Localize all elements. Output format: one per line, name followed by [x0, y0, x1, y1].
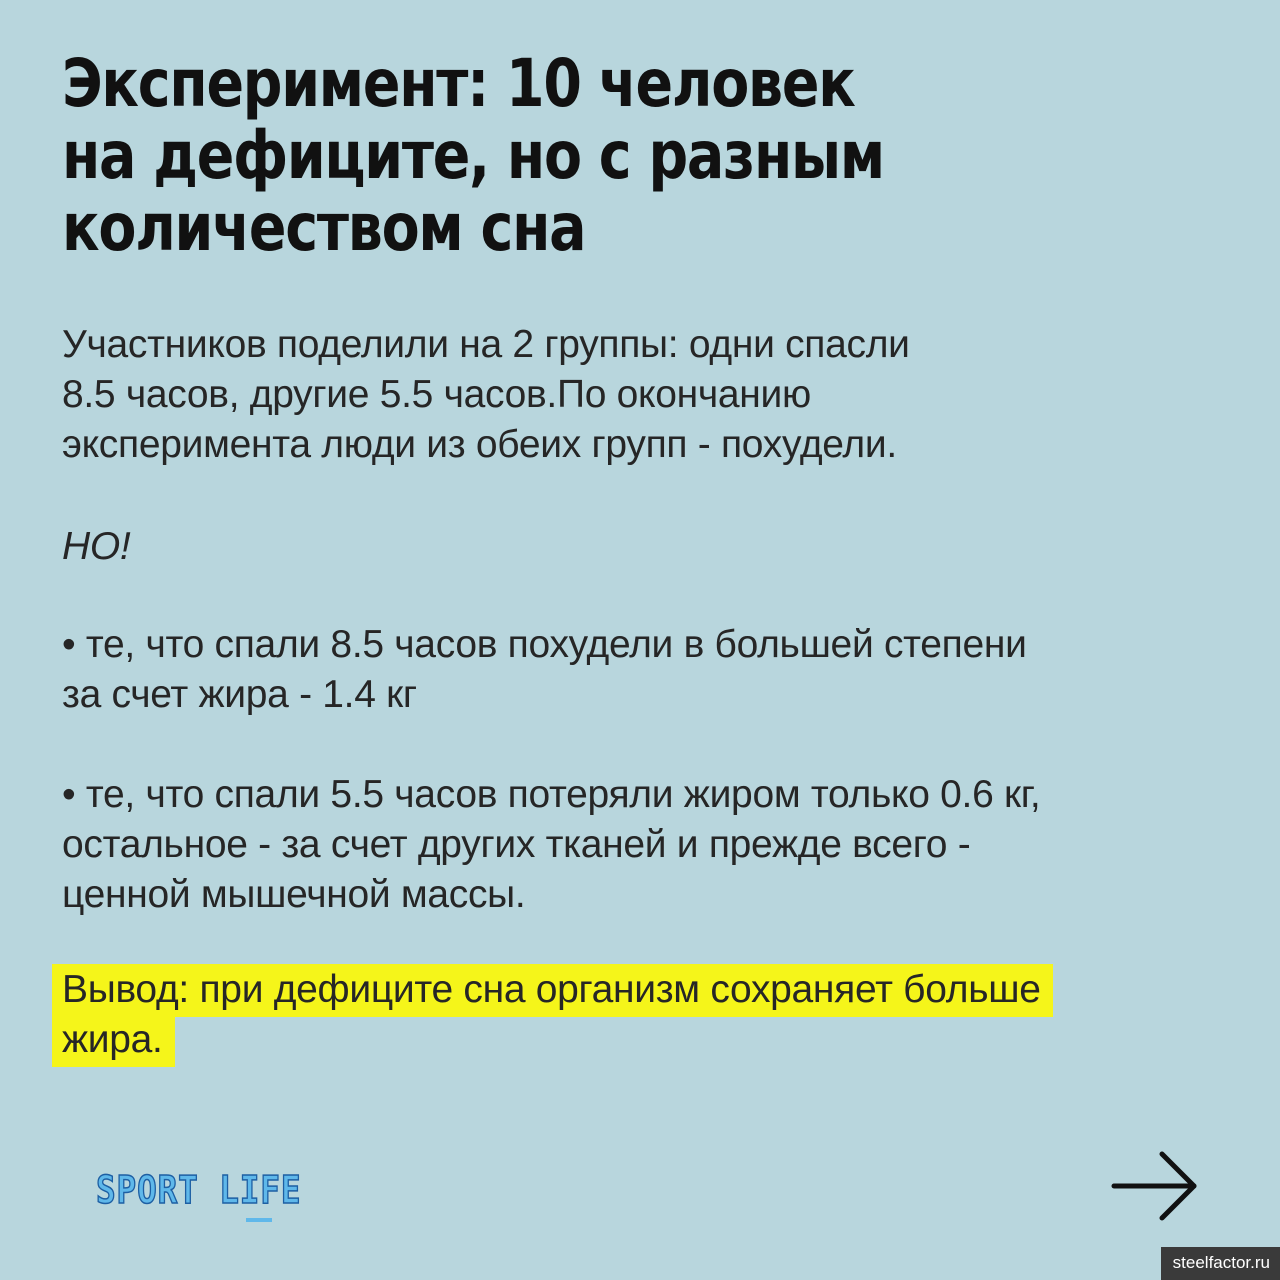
arrow-right-icon[interactable] — [1108, 1150, 1200, 1222]
sport-life-logo — [60, 1160, 366, 1220]
conclusion-line-2: жира. — [52, 1014, 175, 1067]
arrow-right-icon-graphic — [1108, 1150, 1200, 1222]
bullet-item-1 — [62, 620, 1222, 720]
bullet2-line-1: • те, что спали 5.5 часов потеряли жиром только 0.6 кг, — [62, 773, 1041, 816]
bullet2-line-3: ценной мышечной массы. — [62, 873, 526, 916]
bullet2-line-2: остальное - за счет других тканей и прежде всего - — [62, 823, 971, 866]
page-title — [62, 45, 986, 266]
watermark: steelfactor.ru — [1161, 1247, 1280, 1280]
logo-text: SPORT LIFE — [96, 1168, 302, 1212]
intro-paragraph — [62, 320, 1222, 470]
title-line-2: на дефиците, но с разным — [62, 117, 884, 194]
bullet1-line-2: за счет жира - 1.4 кг — [62, 673, 417, 716]
intro-line-3: эксперимента люди из обеих групп - похудели. — [62, 423, 897, 466]
conclusion-line-1: Вывод: при дефиците сна организм сохраняет больше — [52, 964, 1053, 1017]
bullet1-line-1: • те, что спали 8.5 часов похудели в большей степени — [62, 623, 1027, 666]
logo-underline — [246, 1218, 272, 1222]
bullet-item-2 — [62, 770, 1222, 920]
title-line-1: Эксперимент: 10 человек — [62, 45, 855, 122]
intro-line-1: Участников поделили на 2 группы: одни спасли — [62, 323, 910, 366]
intro-line-2: 8.5 часов, другие 5.5 часов.По окончанию — [62, 373, 811, 416]
title-line-3: количеством сна — [62, 189, 586, 266]
conclusion-highlight — [62, 965, 1222, 1065]
but-text: НО! — [62, 525, 131, 568]
